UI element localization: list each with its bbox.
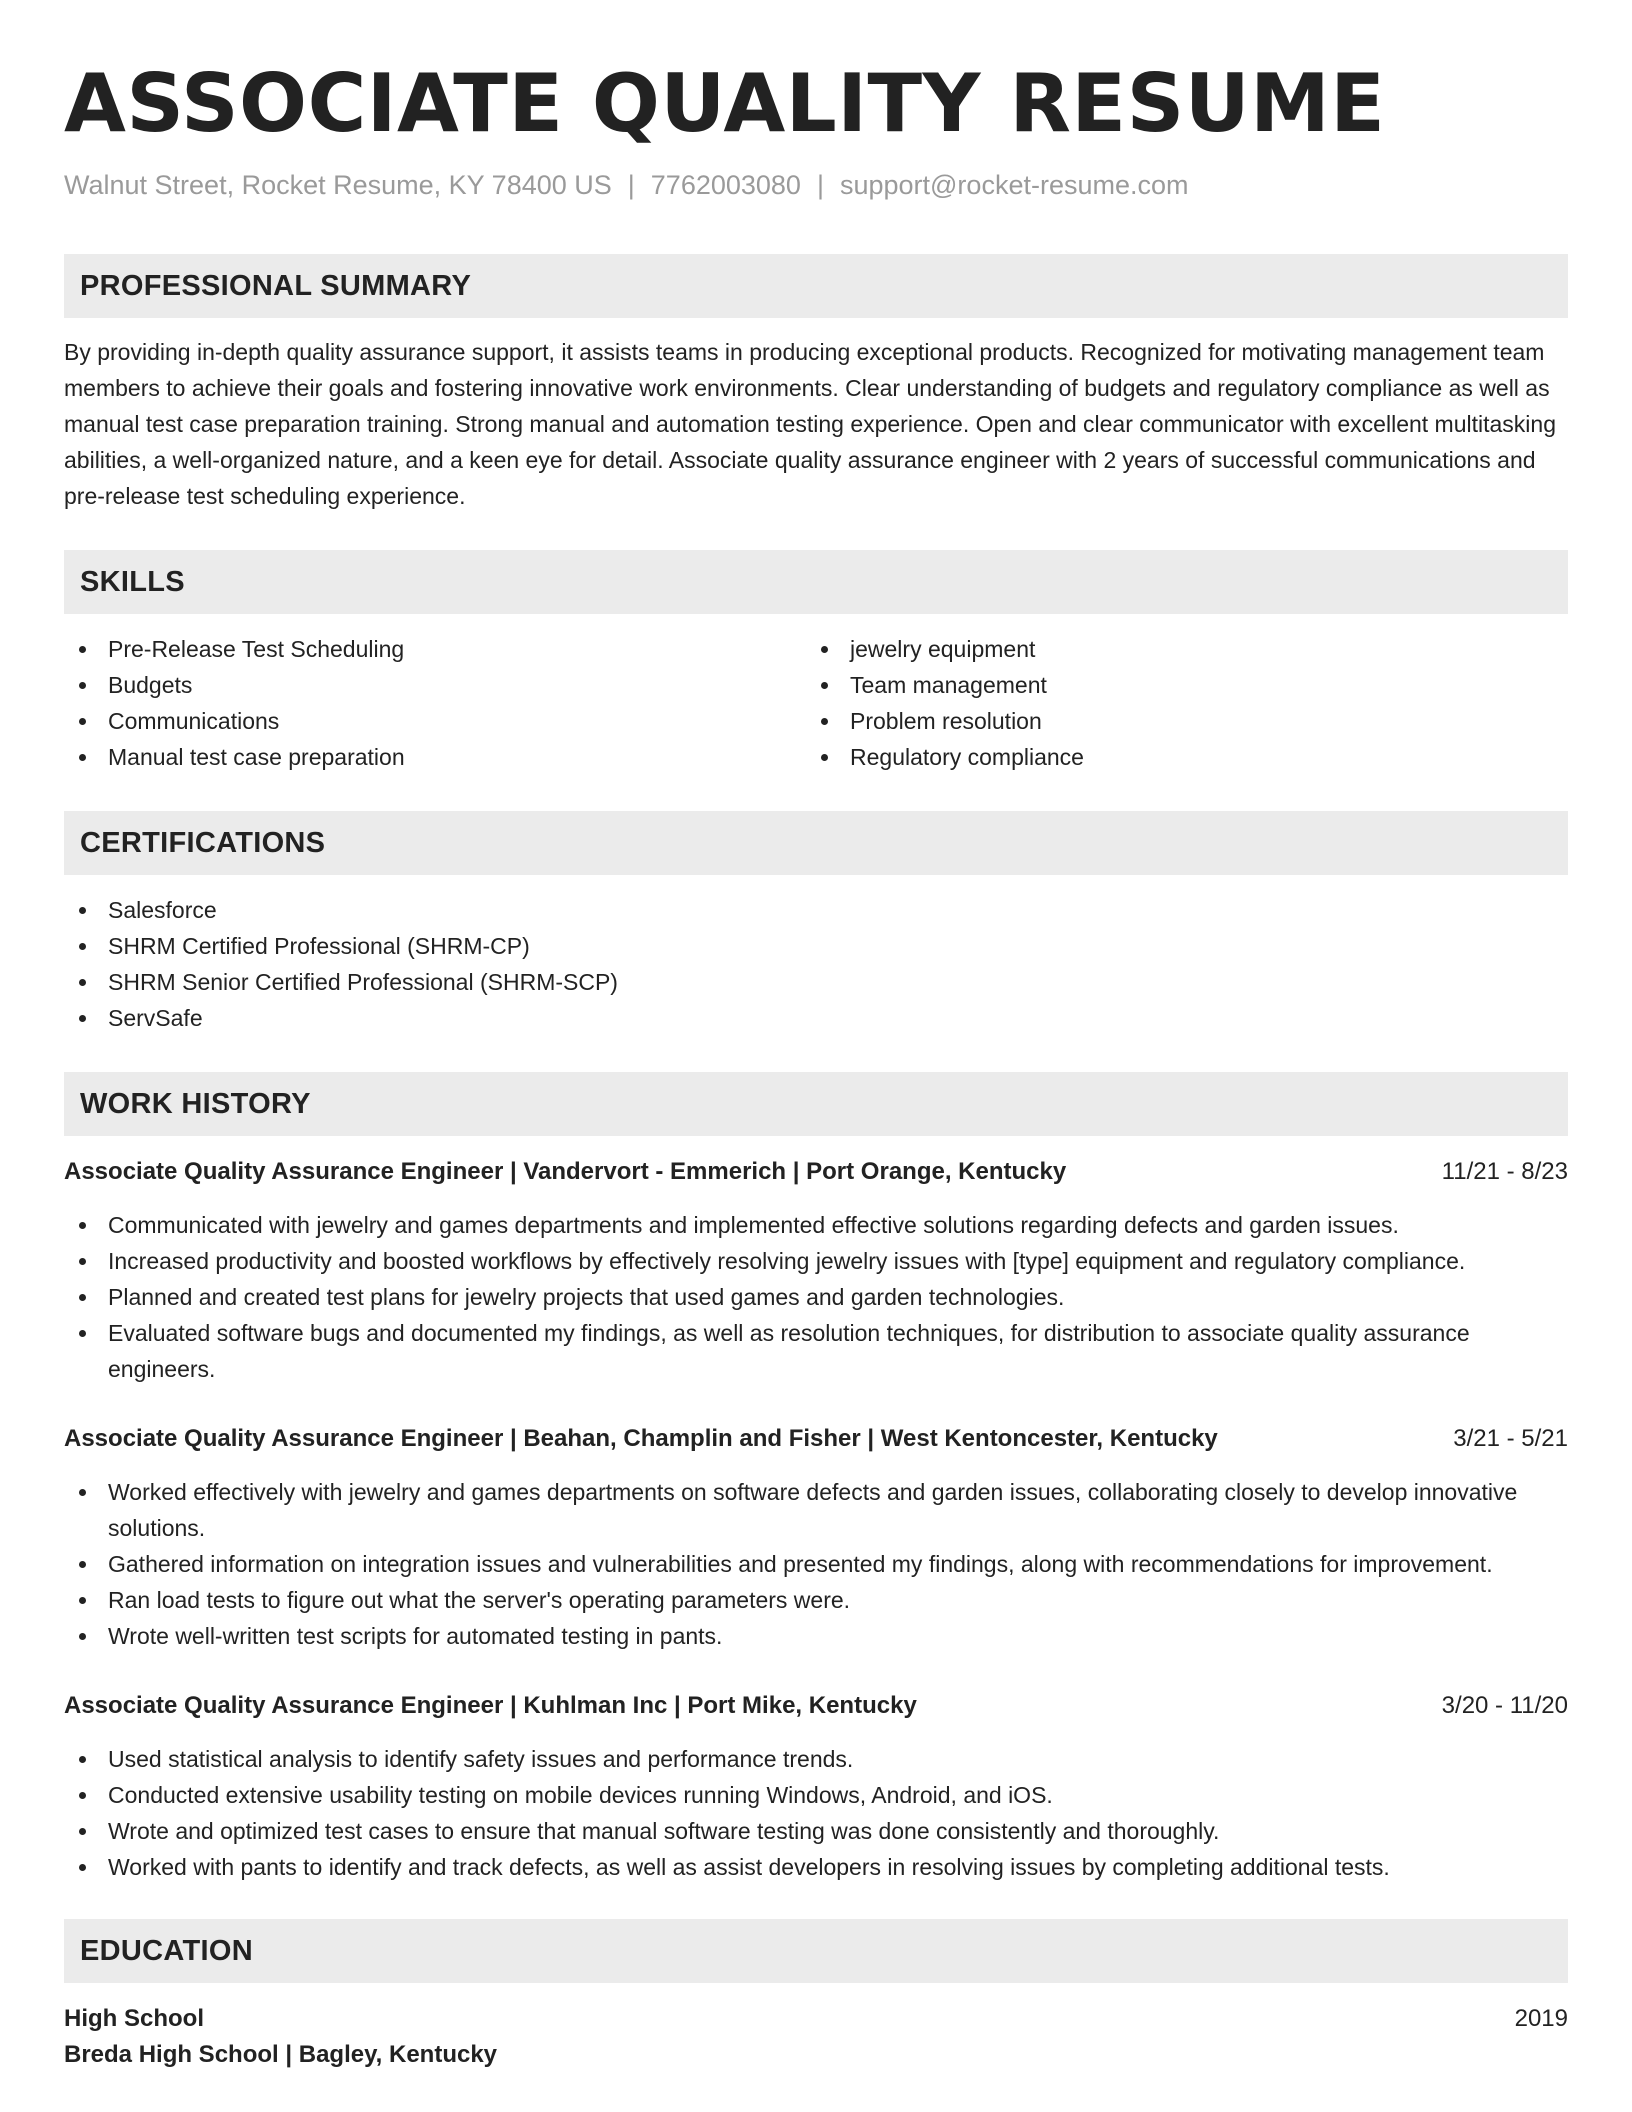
skills-section: [64, 550, 1568, 775]
skill-item: Communications: [64, 703, 806, 739]
contact-email: support@rocket-resume.com: [839, 170, 1189, 200]
skill-item: Manual test case preparation: [64, 739, 806, 775]
job-bullets: [64, 1207, 1568, 1387]
skill-item: Team management: [806, 667, 1548, 703]
summary-text: By providing in-depth quality assurance support, it assists teams in producing exceptional products. Recognized for motivating management team members to achieve their goals and fostering innovative work environments. Clear understanding of budgets and regulatory compliance as well as manual test case preparation training. Strong manual and automation testing experience. Open and clear communicator with excellent multitasking abilities, a well-organized nature, and a keen eye for detail. Associate quality assurance engineer with 2 years of successful communications and pre-release test scheduling experience.: [64, 339, 1556, 509]
skill-item: Pre-Release Test Scheduling: [64, 631, 806, 667]
certification-item: ServSafe: [64, 1000, 1568, 1036]
job-bullets: [64, 1474, 1568, 1654]
education-heading: EDUCATION: [64, 1919, 1568, 1983]
job-bullet: Evaluated software bugs and documented my findings, as well as resolution techniques, for distribution to associate quality assurance engineers.: [64, 1315, 1568, 1387]
skill-item: jewelry equipment: [806, 631, 1548, 667]
contact-separator: |: [627, 170, 635, 200]
job-bullet: Increased productivity and boosted workflows by effectively resolving jewelry issues with [type] equipment and regulatory compliance.: [64, 1243, 1568, 1279]
education-row: [64, 2001, 1568, 2037]
contact-phone: 7762003080: [650, 170, 801, 200]
work-history-section: [64, 1072, 1568, 1885]
job-header: [64, 1154, 1568, 1190]
certification-item: SHRM Certified Professional (SHRM-CP): [64, 928, 1568, 964]
skills-right-list: [806, 631, 1548, 775]
skill-item: Problem resolution: [806, 703, 1548, 739]
job-dates: 3/21 - 5/21: [1453, 1425, 1568, 1452]
contact-separator: |: [816, 170, 824, 200]
job-title: Associate Quality Assurance Engineer | Beahan, Champlin and Fisher | West Kentoncester, Kentucky: [64, 1425, 1218, 1452]
education-school: Breda High School | Bagley, Kentucky: [64, 2041, 498, 2068]
certifications-heading: CERTIFICATIONS: [64, 811, 1568, 875]
job-dates: 3/20 - 11/20: [1441, 1692, 1568, 1719]
job-bullet: Conducted extensive usability testing on mobile devices running Windows, Android, and iOS.: [64, 1777, 1568, 1813]
education-year: 2019: [1514, 2005, 1568, 2032]
job-title: Associate Quality Assurance Engineer | Kuhlman Inc | Port Mike, Kentucky: [64, 1692, 917, 1719]
skill-item: Budgets: [64, 667, 806, 703]
contact-line: [64, 168, 1568, 202]
work-history-heading: WORK HISTORY: [64, 1072, 1568, 1136]
contact-address: Walnut Street, Rocket Resume, KY 78400 US: [64, 170, 612, 200]
skill-item: Regulatory compliance: [806, 739, 1548, 775]
job-bullets: [64, 1741, 1568, 1885]
job-entry: [64, 1688, 1568, 1885]
skills-heading: SKILLS: [64, 550, 1568, 614]
certification-item: SHRM Senior Certified Professional (SHRM-SCP): [64, 964, 1568, 1000]
certification-item: Salesforce: [64, 892, 1568, 928]
job-bullet: Wrote and optimized test cases to ensure that manual software testing was done consistently and thoroughly.: [64, 1813, 1568, 1849]
job-bullet: Communicated with jewelry and games departments and implemented effective solutions regarding defects and garden issues.: [64, 1207, 1568, 1243]
job-bullet: Worked effectively with jewelry and games departments on software defects and garden issues, collaborating closely to develop innovative solutions.: [64, 1474, 1568, 1546]
job-bullet: Ran load tests to figure out what the server's operating parameters were.: [64, 1582, 1568, 1618]
resume-page: [64, 0, 1568, 2073]
job-bullet: Used statistical analysis to identify safety issues and performance trends.: [64, 1741, 1568, 1777]
job-entry: [64, 1154, 1568, 1387]
education-section: [64, 1919, 1568, 2073]
job-bullet: Worked with pants to identify and track defects, as well as assist developers in resolving issues by completing additional tests.: [64, 1849, 1568, 1885]
resume-title: ASSOCIATE QUALITY RESUME: [64, 57, 1386, 150]
certifications-section: [64, 811, 1568, 1036]
certifications-list: [64, 892, 1568, 1036]
job-bullet: Wrote well-written test scripts for automated testing in pants.: [64, 1618, 1568, 1654]
summary-section: [64, 254, 1568, 514]
skills-left-list: [64, 631, 806, 775]
job-header: [64, 1688, 1568, 1724]
job-bullet: Planned and created test plans for jewelry projects that used games and garden technologies.: [64, 1279, 1568, 1315]
job-title: Associate Quality Assurance Engineer | Vandervort - Emmerich | Port Orange, Kentucky: [64, 1158, 1067, 1185]
job-bullet: Gathered information on integration issues and vulnerabilities and presented my findings, along with recommendations for improvement.: [64, 1546, 1568, 1582]
job-header: [64, 1421, 1568, 1457]
education-degree: High School: [64, 2005, 204, 2032]
job-entry: [64, 1421, 1568, 1654]
summary-heading: PROFESSIONAL SUMMARY: [64, 254, 1568, 318]
job-dates: 11/21 - 8/23: [1441, 1158, 1568, 1185]
skills-columns: [64, 631, 1568, 775]
